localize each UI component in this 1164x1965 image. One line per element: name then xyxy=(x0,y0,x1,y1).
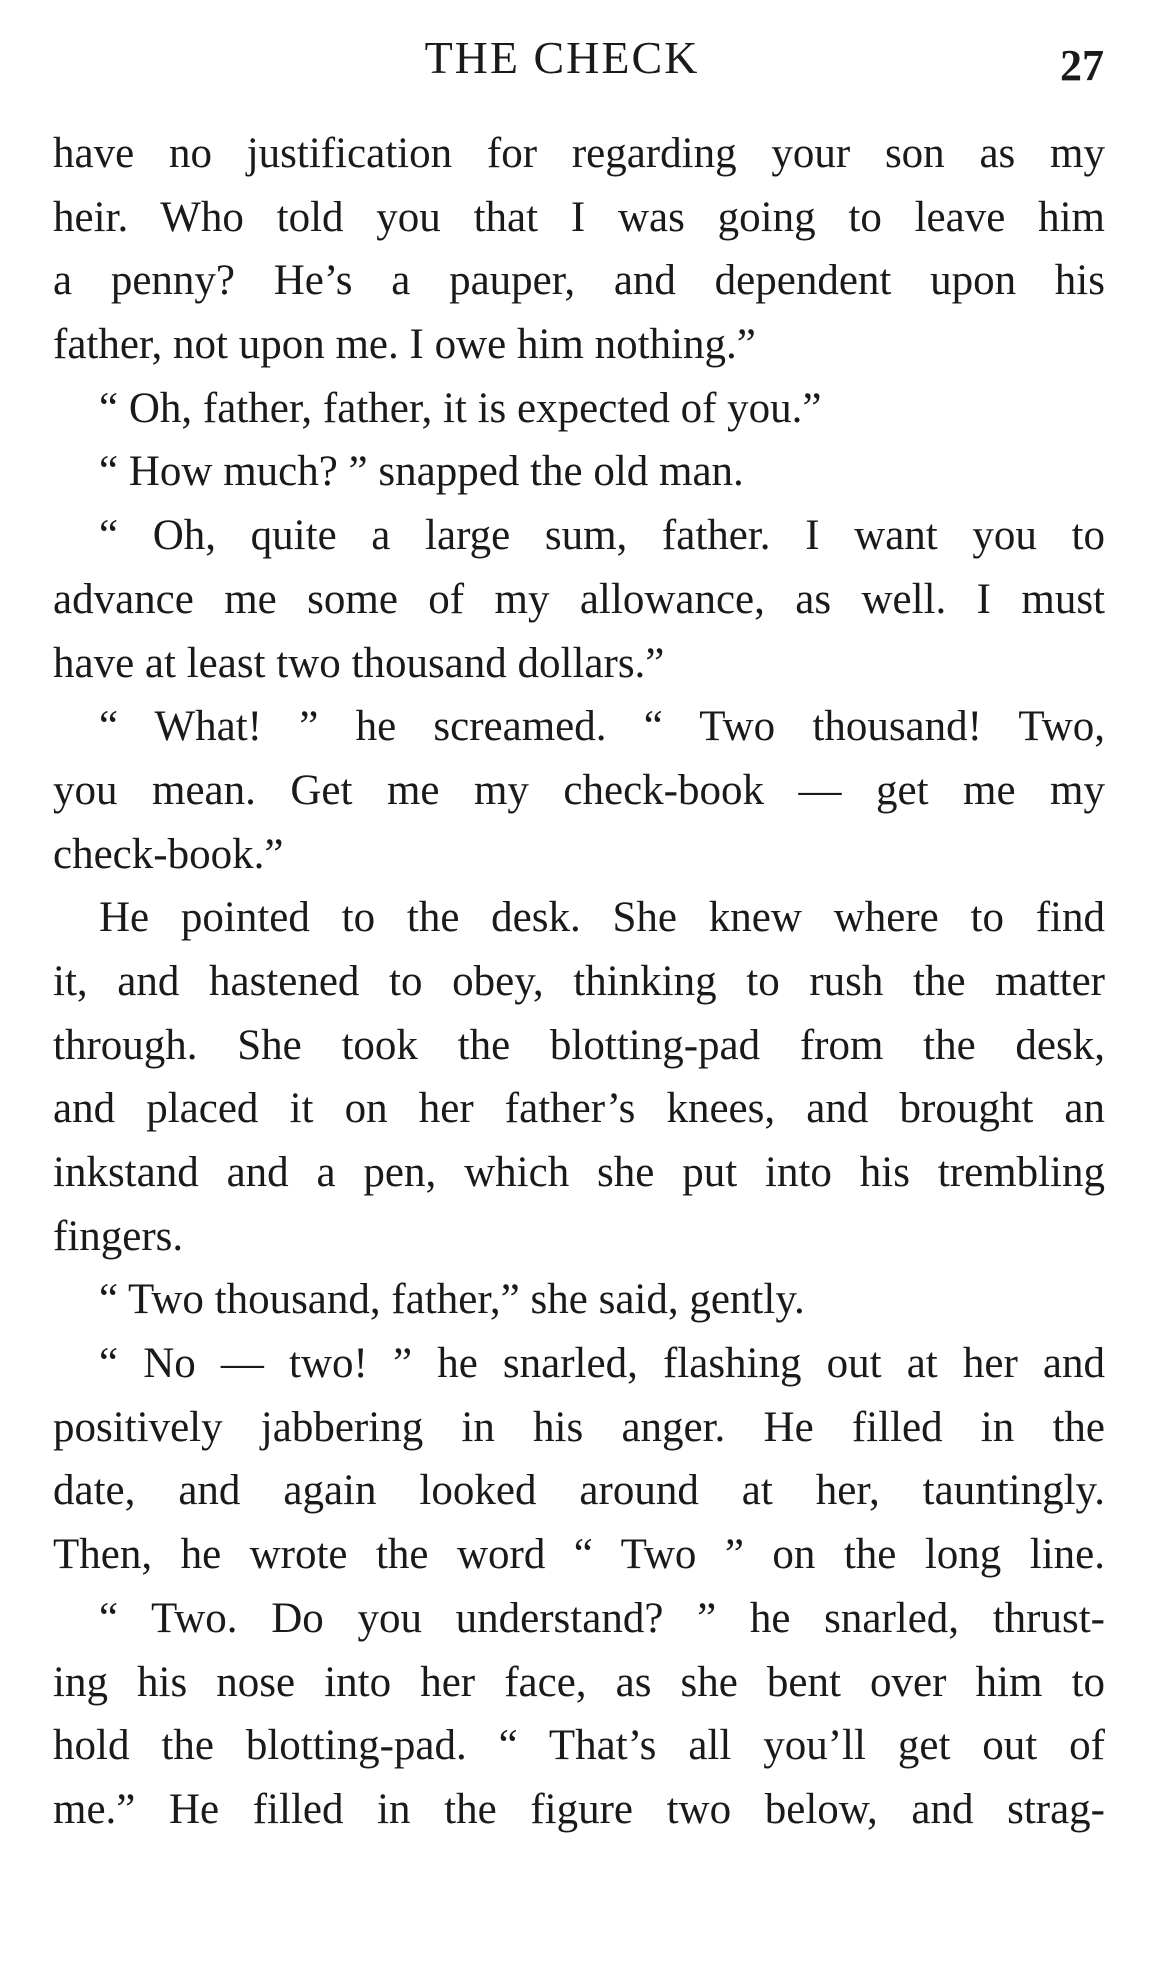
running-head xyxy=(0,28,1164,88)
text-line: “ Oh, quite a large sum, father. I want you to xyxy=(99,512,1105,560)
text-line: it, and hastened to obey, thinking to rush the matter xyxy=(53,957,1105,1005)
text-line: “ No — two! ” he snarled, flashing out at her and xyxy=(99,1340,1105,1388)
text-line: “ Two thousand, father,” she said, gently. xyxy=(99,1276,805,1324)
text-line: ing his nose into her face, as she bent over him to xyxy=(53,1658,1105,1706)
text-line: and placed it on her father’s knees, and brought an xyxy=(53,1085,1105,1133)
text-line: through. She took the blotting-pad from the desk, xyxy=(53,1021,1105,1069)
text-line: positively jabbering in his anger. He filled in the xyxy=(53,1403,1105,1451)
text-line: hold the blotting-pad. “ That’s all you’ll get out of xyxy=(53,1722,1105,1770)
text-line: have at least two thousand dollars.” xyxy=(53,639,665,687)
text-line: He pointed to the desk. She knew where to find xyxy=(99,894,1105,942)
text-line: “ Oh, father, father, it is expected of you.” xyxy=(99,384,822,432)
text-line: Then, he wrote the word “ Two ” on the long line. xyxy=(53,1531,1105,1579)
text-line: “ How much? ” snapped the old man. xyxy=(99,448,744,496)
text-line: fingers. xyxy=(53,1212,184,1260)
text-line: father, not upon me. I owe him nothing.” xyxy=(53,321,756,369)
page-number: 27 xyxy=(1060,41,1104,90)
text-line: inkstand and a pen, which she put into his trembling xyxy=(53,1149,1105,1196)
text-line: have no justification for regarding your son as my xyxy=(53,130,1105,177)
running-title: THE CHECK xyxy=(424,32,700,83)
body-text xyxy=(53,122,1105,1842)
text-line: heir. Who told you that I was going to leave him xyxy=(53,193,1105,241)
text-line: you mean. Get me my check-book — get me my xyxy=(53,766,1105,814)
text-line: “ Two. Do you understand? ” he snarled, thrust- xyxy=(99,1594,1105,1642)
text-line: me.” He filled in the figure two below, and strag- xyxy=(53,1785,1105,1833)
text-line: a penny? He’s a pauper, and dependent upon his xyxy=(53,257,1105,305)
text-line: advance me some of my allowance, as well. I must xyxy=(53,575,1105,623)
text-line: check-book.” xyxy=(53,830,284,878)
text-line: “ What! ” he screamed. “ Two thousand! Two, xyxy=(99,703,1105,751)
text-line: date, and again looked around at her, tauntingly. xyxy=(53,1467,1105,1515)
